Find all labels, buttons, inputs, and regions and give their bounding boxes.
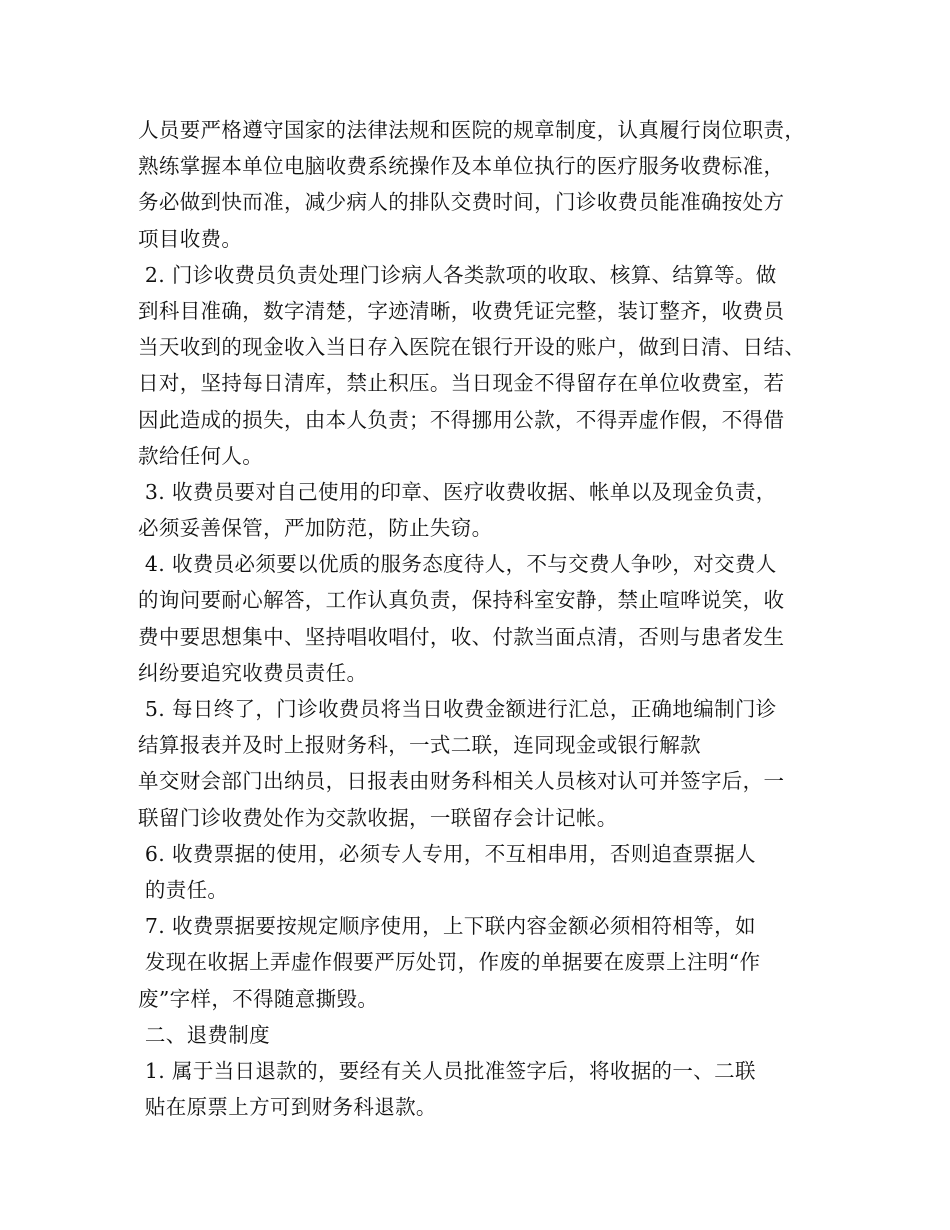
text-line: 必须妥善保管，严加防范，防止失窃。 [138, 516, 493, 541]
text-line: 1. 属于当日退款的，要经有关人员批准签字后，将收据的一、二联 [138, 1058, 756, 1083]
text-line: 的责任。 [138, 877, 229, 902]
text-line: 贴在原票上方可到财务科退款。 [138, 1095, 437, 1120]
text-line: 单交财会部门出纳员，日报表由财务科相关人员核对认可并签字后，一 [138, 769, 785, 794]
text-line: 纠纷要追究收费员责任。 [138, 660, 368, 685]
text-line: 5. 每日终了，门诊收费员将当日收费金额进行汇总，正确地编制门诊 [138, 697, 777, 721]
text-line: 因此造成的损失，由本人负责；不得挪用公款，不得弄虚作假，不得借 [138, 407, 785, 432]
text-line: 项目收费。 [138, 226, 243, 251]
text-line: 7. 收费票据要按规定顺序使用，上下联内容金额必须相符相等，如 [138, 914, 756, 939]
text-line: 务必做到快而准，减少病人的排队交费时间，门诊收费员能准确按处方 [138, 190, 785, 215]
text-line: 废”字样，不得随意撕毁。 [138, 986, 379, 1011]
text-line: 联留门诊收费处作为交款收据，一联留存会计记帐。 [138, 805, 618, 830]
text-line: 2. 门诊收费员负责处理门诊病人各类款项的收取、核算、结算等。做 [138, 262, 777, 287]
text-line: 4. 收费员必须要以优质的服务态度待人，不与交费人争吵，对交费人 [138, 552, 777, 577]
text-line: 3. 收费员要对自己使用的印章、医疗收费收据、帐单以及现金负责， [138, 479, 777, 504]
text-line: 款给任何人。 [138, 443, 264, 468]
document-body [138, 112, 828, 1125]
text-line: 到科目准确，数字清楚，字迹清晰，收费凭证完整，装订整齐，收费员 [138, 298, 785, 323]
text-line: 当天收到的现金收入当日存入医院在银行开设的账户，做到日清、日结、 [138, 335, 806, 360]
section-heading: 二、退费制度 [138, 1022, 270, 1047]
text-line: 人员要严格遵守国家的法律法规和医院的规章制度，认真履行岗位职责， [138, 118, 806, 142]
text-line: 熟练掌握本单位电脑收费系统操作及本单位执行的医疗服务收费标准， [138, 154, 785, 179]
text-line: 结算报表并及时上报财务科，一式二联，连同现金或银行解款 [138, 733, 701, 758]
text-line: 6. 收费票据的使用，必须专人专用，不互相串用，否则追查票据人 [138, 841, 756, 866]
text-line: 的询问要耐心解答，工作认真负责，保持科室安静，禁止喧哗说笑，收 [138, 588, 785, 613]
text-line: 发现在收据上弄虚作假要严厉处罚，作废的单据要在废票上注明“作 [138, 950, 761, 975]
text-line: 费中要思想集中、坚持唱收唱付，收、付款当面点清，否则与患者发生 [138, 624, 785, 649]
text-line: 日对，坚持每日清库，禁止积压。当日现金不得留存在单位收费室，若 [138, 371, 785, 396]
